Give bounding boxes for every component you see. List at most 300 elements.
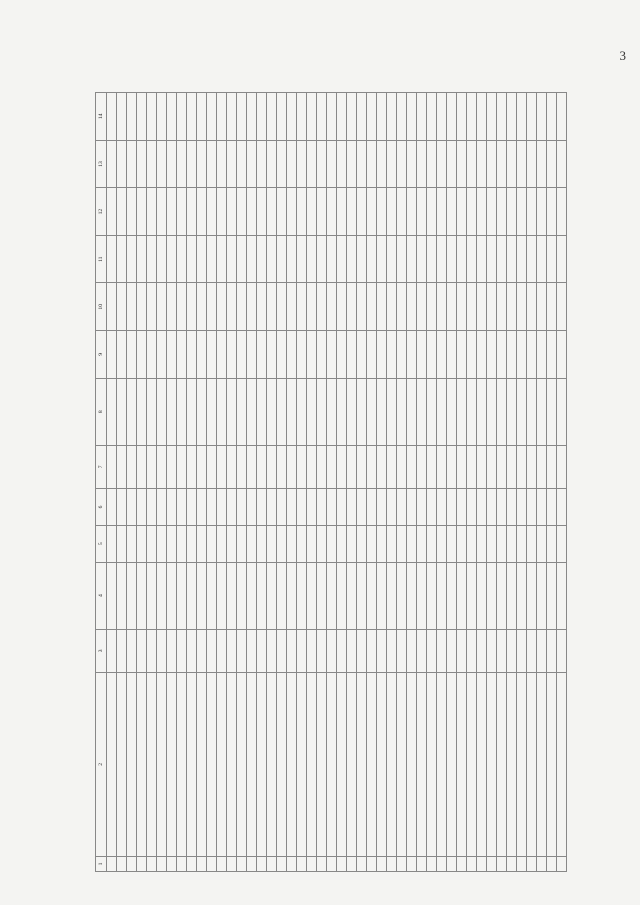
row-value-cell xyxy=(347,489,357,526)
table-header-row xyxy=(96,93,107,872)
row-value-cell xyxy=(197,378,207,445)
row-value-cell xyxy=(387,283,397,331)
row-value-cell xyxy=(527,283,537,331)
table-row xyxy=(187,93,197,872)
row-value-cell xyxy=(287,562,297,629)
row-value-cell xyxy=(137,489,147,526)
row-value-cell xyxy=(277,235,287,283)
row-name-cell xyxy=(367,672,377,856)
row-name-cell xyxy=(517,672,527,856)
row-value-cell xyxy=(537,140,547,188)
row-value-cell xyxy=(537,445,547,488)
row-value-cell xyxy=(337,378,347,445)
row-name-cell xyxy=(557,672,567,856)
column-header: 7 xyxy=(96,445,107,488)
row-value-cell xyxy=(527,188,537,236)
row-value-cell xyxy=(457,283,467,331)
row-value-cell xyxy=(407,562,417,629)
row-value-cell xyxy=(357,378,367,445)
row-value-cell xyxy=(557,331,567,379)
row-value-cell xyxy=(347,93,357,141)
row-value-cell xyxy=(177,140,187,188)
row-value-cell xyxy=(237,378,247,445)
row-value-cell xyxy=(197,331,207,379)
row-value-cell xyxy=(397,562,407,629)
row-value-cell xyxy=(487,489,497,526)
row-name-cell xyxy=(227,672,237,856)
row-value-cell xyxy=(187,188,197,236)
row-value-cell xyxy=(257,283,267,331)
row-value-cell xyxy=(297,856,307,871)
row-name-cell xyxy=(477,672,487,856)
row-value-cell xyxy=(357,489,367,526)
table-row xyxy=(217,93,227,872)
row-value-cell xyxy=(117,378,127,445)
row-value-cell xyxy=(197,489,207,526)
row-value-cell xyxy=(357,93,367,141)
row-value-cell xyxy=(417,188,427,236)
row-value-cell xyxy=(497,856,507,871)
row-name-cell xyxy=(297,672,307,856)
row-value-cell xyxy=(147,188,157,236)
row-value-cell xyxy=(397,235,407,283)
row-value-cell xyxy=(537,489,547,526)
row-value-cell xyxy=(377,188,387,236)
row-value-cell xyxy=(207,140,217,188)
row-value-cell xyxy=(507,445,517,488)
row-value-cell xyxy=(237,629,247,672)
row-value-cell xyxy=(337,525,347,562)
row-name-cell xyxy=(137,672,147,856)
row-value-cell xyxy=(457,378,467,445)
row-value-cell xyxy=(547,93,557,141)
row-value-cell xyxy=(127,331,137,379)
row-value-cell xyxy=(177,489,187,526)
row-value-cell xyxy=(287,188,297,236)
row-value-cell xyxy=(527,331,537,379)
row-value-cell xyxy=(267,489,277,526)
row-value-cell xyxy=(487,283,497,331)
row-value-cell xyxy=(187,93,197,141)
row-value-cell xyxy=(527,140,537,188)
row-value-cell xyxy=(367,283,377,331)
row-value-cell xyxy=(397,283,407,331)
row-value-cell xyxy=(107,629,117,672)
row-value-cell xyxy=(167,629,177,672)
row-value-cell xyxy=(537,629,547,672)
row-value-cell xyxy=(457,93,467,141)
row-value-cell xyxy=(287,856,297,871)
row-value-cell xyxy=(267,525,277,562)
row-value-cell xyxy=(537,283,547,331)
row-value-cell xyxy=(117,235,127,283)
row-value-cell xyxy=(377,331,387,379)
row-value-cell xyxy=(247,188,257,236)
row-value-cell xyxy=(297,629,307,672)
row-value-cell xyxy=(327,93,337,141)
row-value-cell xyxy=(387,93,397,141)
row-value-cell xyxy=(377,445,387,488)
row-value-cell xyxy=(147,378,157,445)
row-value-cell xyxy=(477,331,487,379)
row-value-cell xyxy=(167,489,177,526)
row-name-cell xyxy=(327,672,337,856)
row-value-cell xyxy=(547,525,557,562)
row-value-cell xyxy=(497,93,507,141)
row-value-cell xyxy=(487,629,497,672)
row-value-cell xyxy=(527,93,537,141)
row-value-cell xyxy=(317,331,327,379)
table-row xyxy=(157,93,167,872)
row-value-cell xyxy=(357,629,367,672)
row-value-cell xyxy=(347,331,357,379)
row-value-cell xyxy=(167,378,177,445)
row-value-cell xyxy=(317,140,327,188)
row-value-cell xyxy=(127,235,137,283)
row-name-cell xyxy=(547,672,557,856)
row-value-cell xyxy=(187,856,197,871)
row-value-cell xyxy=(337,629,347,672)
row-name-cell xyxy=(357,672,367,856)
row-value-cell xyxy=(557,140,567,188)
row-value-cell xyxy=(437,331,447,379)
row-value-cell xyxy=(207,856,217,871)
row-value-cell xyxy=(377,378,387,445)
row-value-cell xyxy=(217,378,227,445)
row-value-cell xyxy=(547,562,557,629)
row-value-cell xyxy=(427,331,437,379)
row-value-cell xyxy=(387,489,397,526)
row-value-cell xyxy=(237,562,247,629)
row-value-cell xyxy=(557,856,567,871)
row-value-cell xyxy=(457,562,467,629)
column-header: 6 xyxy=(96,489,107,526)
row-value-cell xyxy=(497,235,507,283)
row-value-cell xyxy=(537,856,547,871)
row-value-cell xyxy=(237,445,247,488)
row-value-cell xyxy=(147,629,157,672)
row-name-cell xyxy=(207,672,217,856)
row-value-cell xyxy=(487,331,497,379)
row-value-cell xyxy=(117,331,127,379)
row-value-cell xyxy=(427,93,437,141)
row-value-cell xyxy=(497,629,507,672)
row-value-cell xyxy=(227,489,237,526)
row-value-cell xyxy=(447,283,457,331)
column-header: 5 xyxy=(96,525,107,562)
row-value-cell xyxy=(467,331,477,379)
row-value-cell xyxy=(387,856,397,871)
row-value-cell xyxy=(457,445,467,488)
row-value-cell xyxy=(257,489,267,526)
row-value-cell xyxy=(267,93,277,141)
rotated-table-block xyxy=(95,92,567,872)
row-value-cell xyxy=(427,140,437,188)
page-number: 3 xyxy=(619,48,626,63)
row-value-cell xyxy=(467,562,477,629)
table-row xyxy=(347,93,357,872)
row-value-cell xyxy=(547,283,557,331)
row-value-cell xyxy=(287,283,297,331)
row-value-cell xyxy=(297,140,307,188)
table-row xyxy=(477,93,487,872)
row-value-cell xyxy=(227,629,237,672)
row-value-cell xyxy=(227,856,237,871)
row-value-cell xyxy=(257,856,267,871)
table-row xyxy=(417,93,427,872)
row-value-cell xyxy=(297,93,307,141)
row-value-cell xyxy=(297,562,307,629)
column-header: 10 xyxy=(96,283,107,331)
row-name-cell xyxy=(347,672,357,856)
row-value-cell xyxy=(177,525,187,562)
row-value-cell xyxy=(367,525,377,562)
row-name-cell xyxy=(307,672,317,856)
row-value-cell xyxy=(247,283,257,331)
row-value-cell xyxy=(377,489,387,526)
row-value-cell xyxy=(487,140,497,188)
row-value-cell xyxy=(177,188,187,236)
row-value-cell xyxy=(507,489,517,526)
table-row xyxy=(557,93,567,872)
row-value-cell xyxy=(367,445,377,488)
row-value-cell xyxy=(367,331,377,379)
row-name-cell xyxy=(457,672,467,856)
row-value-cell xyxy=(107,445,117,488)
row-value-cell xyxy=(187,140,197,188)
row-value-cell xyxy=(337,140,347,188)
row-value-cell xyxy=(397,856,407,871)
row-value-cell xyxy=(297,188,307,236)
row-value-cell xyxy=(197,188,207,236)
row-value-cell xyxy=(507,856,517,871)
row-name-cell xyxy=(417,672,427,856)
row-value-cell xyxy=(267,235,277,283)
table-row xyxy=(177,93,187,872)
row-value-cell xyxy=(387,140,397,188)
column-header: 1 xyxy=(96,856,107,871)
row-name-cell xyxy=(377,672,387,856)
row-value-cell xyxy=(147,283,157,331)
row-value-cell xyxy=(117,283,127,331)
row-value-cell xyxy=(107,331,117,379)
row-value-cell xyxy=(357,140,367,188)
row-value-cell xyxy=(107,562,117,629)
row-value-cell xyxy=(507,562,517,629)
row-value-cell xyxy=(297,283,307,331)
row-value-cell xyxy=(127,629,137,672)
row-value-cell xyxy=(337,188,347,236)
table-row xyxy=(527,93,537,872)
row-value-cell xyxy=(427,235,437,283)
row-value-cell xyxy=(497,283,507,331)
row-value-cell xyxy=(447,445,457,488)
table-row xyxy=(397,93,407,872)
row-value-cell xyxy=(227,445,237,488)
row-value-cell xyxy=(277,629,287,672)
table-row xyxy=(247,93,257,872)
row-value-cell xyxy=(327,445,337,488)
column-header: 4 xyxy=(96,562,107,629)
table-row xyxy=(357,93,367,872)
row-value-cell xyxy=(317,489,327,526)
row-value-cell xyxy=(207,331,217,379)
row-value-cell xyxy=(167,856,177,871)
row-value-cell xyxy=(237,856,247,871)
column-header: 2 xyxy=(96,672,107,856)
row-value-cell xyxy=(407,331,417,379)
row-value-cell xyxy=(217,331,227,379)
row-value-cell xyxy=(257,140,267,188)
row-name-cell xyxy=(447,672,457,856)
row-value-cell xyxy=(317,378,327,445)
row-value-cell xyxy=(487,188,497,236)
row-value-cell xyxy=(137,93,147,141)
row-value-cell xyxy=(497,525,507,562)
row-value-cell xyxy=(217,525,227,562)
table-row xyxy=(117,93,127,872)
row-value-cell xyxy=(117,562,127,629)
row-value-cell xyxy=(357,235,367,283)
row-value-cell xyxy=(217,629,227,672)
row-value-cell xyxy=(467,235,477,283)
row-value-cell xyxy=(157,489,167,526)
row-value-cell xyxy=(207,489,217,526)
row-value-cell xyxy=(257,525,267,562)
row-name-cell xyxy=(267,672,277,856)
row-value-cell xyxy=(507,283,517,331)
row-value-cell xyxy=(277,140,287,188)
row-value-cell xyxy=(417,140,427,188)
row-name-cell xyxy=(337,672,347,856)
table-row xyxy=(307,93,317,872)
row-value-cell xyxy=(557,525,567,562)
row-value-cell xyxy=(137,629,147,672)
row-value-cell xyxy=(147,489,157,526)
row-value-cell xyxy=(287,445,297,488)
row-value-cell xyxy=(517,283,527,331)
row-value-cell xyxy=(217,562,227,629)
row-value-cell xyxy=(157,562,167,629)
row-value-cell xyxy=(547,188,557,236)
column-header: 13 xyxy=(96,140,107,188)
row-value-cell xyxy=(417,283,427,331)
row-value-cell xyxy=(437,856,447,871)
row-value-cell xyxy=(437,283,447,331)
table-row xyxy=(237,93,247,872)
row-value-cell xyxy=(197,856,207,871)
row-value-cell xyxy=(417,629,427,672)
row-value-cell xyxy=(557,188,567,236)
row-value-cell xyxy=(557,93,567,141)
row-value-cell xyxy=(547,489,557,526)
row-value-cell xyxy=(117,856,127,871)
row-value-cell xyxy=(517,235,527,283)
table-row xyxy=(437,93,447,872)
row-value-cell xyxy=(267,331,277,379)
row-value-cell xyxy=(107,525,117,562)
row-value-cell xyxy=(317,445,327,488)
row-value-cell xyxy=(187,629,197,672)
row-value-cell xyxy=(447,629,457,672)
row-value-cell xyxy=(497,562,507,629)
row-value-cell xyxy=(517,489,527,526)
row-value-cell xyxy=(167,283,177,331)
row-value-cell xyxy=(447,93,457,141)
row-value-cell xyxy=(177,331,187,379)
row-value-cell xyxy=(547,140,557,188)
row-value-cell xyxy=(267,562,277,629)
row-value-cell xyxy=(317,283,327,331)
row-value-cell xyxy=(507,629,517,672)
row-value-cell xyxy=(267,378,277,445)
table-row xyxy=(327,93,337,872)
row-value-cell xyxy=(257,93,267,141)
table-row xyxy=(407,93,417,872)
row-value-cell xyxy=(287,525,297,562)
row-value-cell xyxy=(467,188,477,236)
row-value-cell xyxy=(117,445,127,488)
row-name-cell xyxy=(487,672,497,856)
row-value-cell xyxy=(247,562,257,629)
row-value-cell xyxy=(527,445,537,488)
row-value-cell xyxy=(527,856,537,871)
row-value-cell xyxy=(437,378,447,445)
row-value-cell xyxy=(327,525,337,562)
row-value-cell xyxy=(437,93,447,141)
row-value-cell xyxy=(357,525,367,562)
row-value-cell xyxy=(297,489,307,526)
row-value-cell xyxy=(407,525,417,562)
row-value-cell xyxy=(397,378,407,445)
row-value-cell xyxy=(377,856,387,871)
table-row xyxy=(127,93,137,872)
row-value-cell xyxy=(287,140,297,188)
table-row xyxy=(257,93,267,872)
row-value-cell xyxy=(377,93,387,141)
row-value-cell xyxy=(387,378,397,445)
row-value-cell xyxy=(237,188,247,236)
row-value-cell xyxy=(347,562,357,629)
table-row xyxy=(227,93,237,872)
row-value-cell xyxy=(297,235,307,283)
row-value-cell xyxy=(417,562,427,629)
row-value-cell xyxy=(367,140,377,188)
table-row xyxy=(267,93,277,872)
row-value-cell xyxy=(397,525,407,562)
row-value-cell xyxy=(217,856,227,871)
row-value-cell xyxy=(247,93,257,141)
row-value-cell xyxy=(537,188,547,236)
row-value-cell xyxy=(237,283,247,331)
row-name-cell xyxy=(317,672,327,856)
row-value-cell xyxy=(127,93,137,141)
row-value-cell xyxy=(147,331,157,379)
row-value-cell xyxy=(147,235,157,283)
row-value-cell xyxy=(237,93,247,141)
row-value-cell xyxy=(517,562,527,629)
row-value-cell xyxy=(217,489,227,526)
row-value-cell xyxy=(517,629,527,672)
row-value-cell xyxy=(157,856,167,871)
row-value-cell xyxy=(557,378,567,445)
row-value-cell xyxy=(347,283,357,331)
row-value-cell xyxy=(487,235,497,283)
row-value-cell xyxy=(367,629,377,672)
row-value-cell xyxy=(167,93,177,141)
row-value-cell xyxy=(187,331,197,379)
row-value-cell xyxy=(427,562,437,629)
